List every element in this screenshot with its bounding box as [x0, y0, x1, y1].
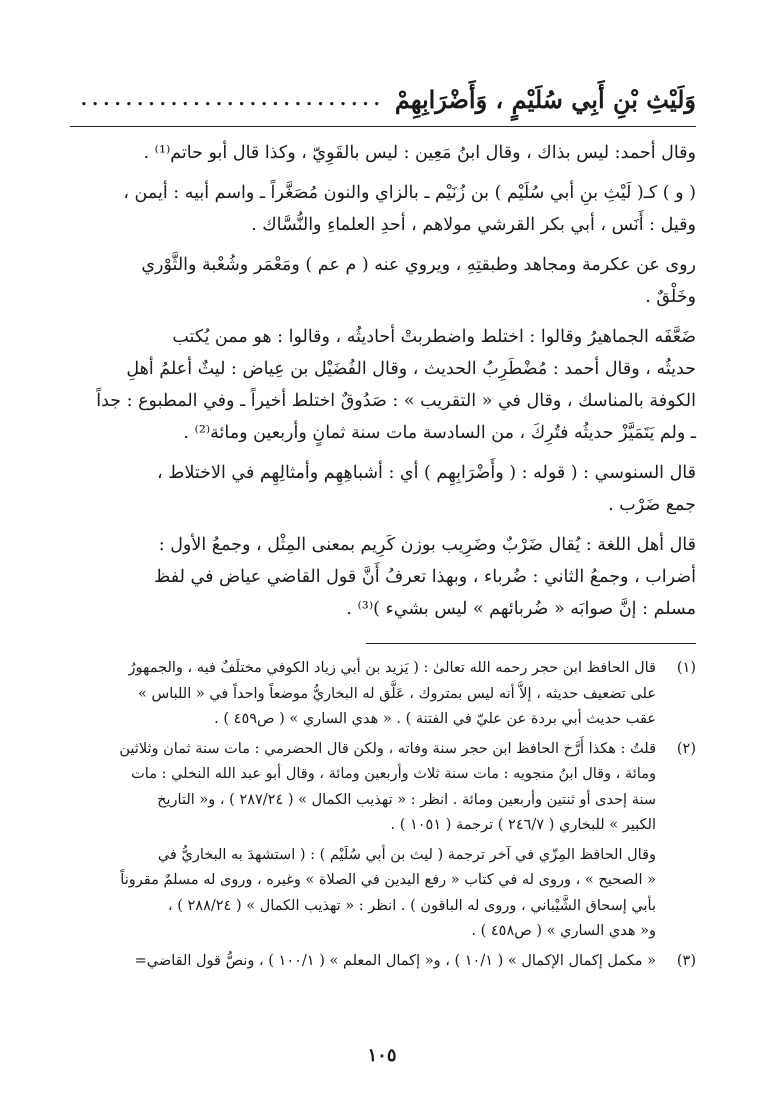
footnote-line: و« هدي الساري » ( ص٤٥٨ ) .: [471, 923, 656, 939]
paragraph-5: [70, 457, 696, 521]
footnote-line: ومائة ، وقال ابنُ منجويه : مات سنة ثلاث وأربعين ومائة ، وقال أبو عبد الله النخلي : مات: [131, 766, 656, 782]
footnote-line: « مكمل إكمال الإكمال » ( ١٠/١ ) ، و« إكمال المعلم » ( ١٠٠/١ ) ، ونصُّ قول القاضي=: [134, 952, 656, 969]
footnote-line: عقب حديث أبي بردة عن عليّ في الفتنة ) . « هدي الساري » ( ص٤٥٩ ) .: [214, 711, 656, 727]
text-line: وقال أحمد: ليس بذاك ، وقال ابنُ مَعِين : ليس بالقَوِيّ ، وكذا قال أبو حاتم⁽¹⁾ .: [143, 143, 696, 163]
text-line: وخَلْقٌ .: [645, 287, 696, 307]
running-header-dots: ...........................: [80, 88, 385, 110]
footnote-text: [70, 656, 656, 733]
footnote-3: [70, 949, 696, 975]
footnote-2-continuation: [70, 843, 696, 945]
footnote-line: قلتُ : هكذا أَرَّخ الحافظ ابن حجر سنة وفاته ، ولكن قال الحضرمي : مات سنة ثمان وثلاثين: [119, 740, 656, 757]
text-line: حديثُه ، وقال أحمد : مُضْطَرِبُ الحديث ، وقال الفُضَيْل بن عِياض : ليثٌ أعلمُ أهلِ: [126, 359, 696, 379]
footnote-line: سنة إحدى أو ثنتين وأربعين ومائة . انظر : « تهذيب الكمال » ( ٢٨٧/٢٤ ) ، و« التاريخ: [157, 791, 656, 808]
text-line: جمع ضَرْب .: [608, 495, 696, 515]
footnote-line: على تضعيف حديثه ، إلاَّ أنه ليس بمتروك ، عَلَّق له البخاريُّ موضعاً واحداً في « اللباس »: [138, 685, 656, 702]
paragraph-6: [70, 529, 696, 625]
footnote-number: (١): [676, 660, 696, 676]
footnote-text: [70, 737, 656, 839]
footnotes: [70, 656, 696, 974]
page-number: ١٠٥: [367, 1045, 397, 1066]
main-text: [70, 137, 696, 625]
text-line: وقيل : أَنَس ، أبي بكر القرشي مولاهم ، أحدِ العلماءِ والنُّسَّاك .: [251, 215, 696, 235]
footnote-line: وقال الحافظ المِزّي في آخر ترجمة ( ليث بن أبي سُلَيْم ) : ( استشهدَ به البخاريُّ في: [157, 846, 656, 863]
text-line: أضراب ، وجمعُ الثاني : ضُرباء ، وبهذا تعرفُ أَنَّ قول القاضي عياض في لفظ: [154, 567, 696, 587]
running-header: [70, 80, 696, 118]
text-line: قال السنوسي : ( قوله : ( وأَضْرَابِهِم ) أي : أشباهِهِم وأمثالِهِم في الاختلاط ،: [157, 463, 696, 483]
footnote-separator: [366, 643, 696, 644]
footnote-line: بأبي إسحاق الشَّيْباني ، وروى له الباقون ) . انظر : « تهذيب الكمال » ( ٢٨٨/٢٤ ) ،: [167, 897, 656, 914]
footnote-line: « الصحيح » ، وروى له في كتاب « رفع اليدين في الصلاة » وغيره ، وروى له مسلمٌ مقروناً: [120, 872, 656, 888]
footnote-number: (٢): [676, 740, 696, 757]
paragraph-4: [70, 321, 696, 449]
book-page: [70, 80, 696, 978]
text-line: الكوفة بالمناسك ، وقال في « التقريب » : صَدُوقٌ اختلط أخيراً ـ وفي المطبوع : جداً: [96, 391, 696, 411]
running-header-title: وَلَيْثِ بْنِ أَبِي سُلَيْمٍ ، وَأَضْرَابِهِمْ: [394, 84, 696, 114]
text-line: مسلم : إنَّ صوابَه « ضُربائهم » ليس بشيء )⁽³⁾ .: [346, 599, 696, 619]
text-line: ( و ) كـ( لَيْثِ بنِ أبي سُلَيْم ) بن زُنَيْم ـ بالزاي والنون مُصَغَّراً ـ واسم أبيه : أيمن ،: [123, 183, 696, 203]
footnote-line: الكبير » للبخاري ( ٢٤٦/٧ ) ترجمة ( ١٠٥١ ) .: [390, 817, 656, 833]
paragraph-3: [70, 249, 696, 313]
text-line: ضَعَّفَه الجماهيرُ وقالوا : اختلط واضطربتْ أحاديثُه ، وقالوا : هو ممن يُكتب: [172, 327, 696, 347]
footnote-line: قال الحافظ ابن حجر رحمه الله تعالىٰ : ( يَزيد بن أبي زياد الكوفي مختلَفٌ فيه ، والجمهورُ: [128, 660, 656, 676]
footnote-number: (٣): [676, 952, 696, 969]
text-line: ـ ولم يَتَمَيَّزْ حديثُه فتُرِكَ ، من السادسة مات سنة ثمانٍ وأربعين ومائة⁽²⁾ .: [183, 423, 696, 443]
header-rule: [70, 126, 696, 127]
footnote-text: [70, 949, 656, 975]
text-line: روى عن عكرمة ومجاهد وطبقتِهِ ، ويروي عنه ( م عم ) ومَعْمَر وشُعْبة والثَّوْري: [141, 255, 696, 275]
paragraph-1: [70, 137, 696, 169]
text-line: قال أهل اللغة : يُقال ضَرْبٌ وضَرِيب بوزن كَرِيم بمعنى المِثْل ، وجمعُ الأول :: [158, 535, 696, 555]
footnote-2: [70, 737, 696, 839]
footnote-1: [70, 656, 696, 733]
paragraph-2: [70, 177, 696, 241]
